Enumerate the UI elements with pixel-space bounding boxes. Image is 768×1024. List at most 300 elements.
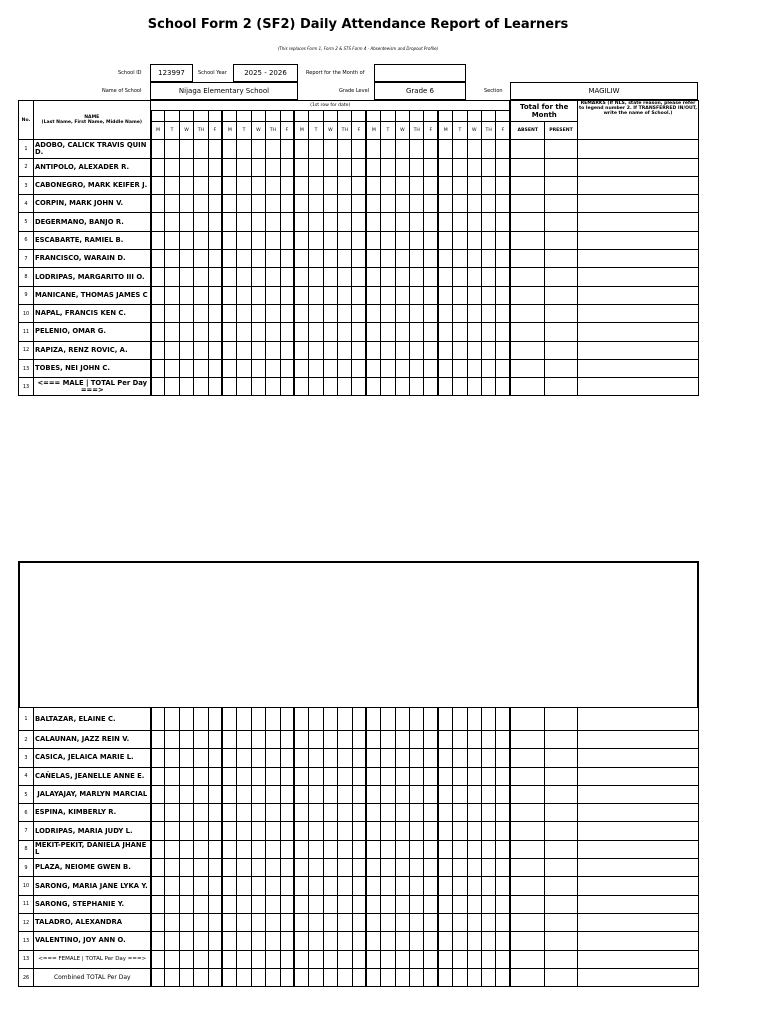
- male-day-cell[interactable]: [237, 286, 251, 304]
- female-day-cell[interactable]: [194, 840, 208, 858]
- male-day-cell[interactable]: [165, 176, 179, 194]
- female-day-cell[interactable]: [410, 840, 424, 858]
- female-day-cell[interactable]: [438, 877, 452, 895]
- female-day-cell[interactable]: [179, 932, 193, 950]
- male-day-cell[interactable]: [251, 304, 265, 322]
- female-day-cell[interactable]: [410, 731, 424, 749]
- female-present-cell[interactable]: [544, 767, 577, 785]
- female-day-cell[interactable]: [424, 822, 438, 840]
- female-present-cell[interactable]: [544, 877, 577, 895]
- date-cell[interactable]: [251, 111, 265, 122]
- female-day-cell[interactable]: [381, 749, 395, 767]
- male-day-cell[interactable]: [381, 359, 395, 377]
- female-day-cell[interactable]: [237, 785, 251, 803]
- male-day-cell[interactable]: [266, 286, 280, 304]
- female-total-day-cell[interactable]: [395, 950, 409, 968]
- male-day-cell[interactable]: [395, 304, 409, 322]
- date-cell[interactable]: [222, 111, 236, 122]
- male-day-cell[interactable]: [366, 286, 380, 304]
- male-day-cell[interactable]: [366, 158, 380, 176]
- female-total-absent-cell[interactable]: [510, 950, 544, 968]
- female-present-cell[interactable]: [544, 785, 577, 803]
- combined-total-day-cell[interactable]: [467, 968, 481, 986]
- male-absent-cell[interactable]: [510, 176, 544, 194]
- female-day-cell[interactable]: [237, 767, 251, 785]
- male-day-cell[interactable]: [438, 231, 452, 249]
- female-day-cell[interactable]: [395, 804, 409, 822]
- female-day-cell[interactable]: [194, 804, 208, 822]
- male-day-cell[interactable]: [323, 140, 337, 158]
- female-day-cell[interactable]: [208, 785, 222, 803]
- school-name-field[interactable]: Nijaga Elementary School: [150, 82, 298, 100]
- female-day-cell[interactable]: [194, 785, 208, 803]
- female-day-cell[interactable]: [165, 731, 179, 749]
- male-day-cell[interactable]: [294, 323, 308, 341]
- female-day-cell[interactable]: [179, 785, 193, 803]
- male-day-cell[interactable]: [280, 323, 294, 341]
- male-day-cell[interactable]: [222, 195, 236, 213]
- male-day-cell[interactable]: [352, 158, 366, 176]
- female-day-cell[interactable]: [194, 749, 208, 767]
- female-total-day-cell[interactable]: [467, 950, 481, 968]
- male-day-cell[interactable]: [222, 286, 236, 304]
- female-day-cell[interactable]: [294, 822, 308, 840]
- female-day-cell[interactable]: [251, 708, 265, 731]
- male-day-cell[interactable]: [496, 286, 511, 304]
- female-day-cell[interactable]: [438, 767, 452, 785]
- male-day-cell[interactable]: [294, 250, 308, 268]
- male-day-cell[interactable]: [410, 176, 424, 194]
- male-day-cell[interactable]: [194, 140, 208, 158]
- female-total-remarks-cell[interactable]: [577, 950, 698, 968]
- male-day-cell[interactable]: [352, 341, 366, 359]
- female-day-cell[interactable]: [323, 913, 337, 931]
- male-day-cell[interactable]: [424, 286, 438, 304]
- male-day-cell[interactable]: [266, 250, 280, 268]
- male-day-cell[interactable]: [424, 268, 438, 286]
- female-day-cell[interactable]: [453, 822, 467, 840]
- male-day-cell[interactable]: [323, 323, 337, 341]
- male-present-cell[interactable]: [544, 250, 577, 268]
- female-day-cell[interactable]: [438, 913, 452, 931]
- female-day-cell[interactable]: [366, 785, 380, 803]
- female-day-cell[interactable]: [395, 767, 409, 785]
- female-day-cell[interactable]: [482, 877, 496, 895]
- male-day-cell[interactable]: [467, 359, 481, 377]
- male-day-cell[interactable]: [467, 213, 481, 231]
- male-day-cell[interactable]: [424, 176, 438, 194]
- male-present-cell[interactable]: [544, 195, 577, 213]
- female-day-cell[interactable]: [151, 708, 165, 731]
- male-remarks-cell[interactable]: [577, 341, 698, 359]
- male-absent-cell[interactable]: [510, 140, 544, 158]
- date-cell[interactable]: [424, 111, 438, 122]
- female-day-cell[interactable]: [453, 932, 467, 950]
- female-day-cell[interactable]: [424, 877, 438, 895]
- male-day-cell[interactable]: [179, 286, 193, 304]
- female-day-cell[interactable]: [467, 804, 481, 822]
- male-total-day-cell[interactable]: [395, 378, 409, 396]
- female-day-cell[interactable]: [338, 822, 352, 840]
- male-day-cell[interactable]: [266, 323, 280, 341]
- female-day-cell[interactable]: [352, 877, 366, 895]
- female-day-cell[interactable]: [381, 708, 395, 731]
- school-year-field[interactable]: 2025 - 2026: [233, 64, 298, 82]
- female-day-cell[interactable]: [266, 804, 280, 822]
- male-present-cell[interactable]: [544, 286, 577, 304]
- female-present-cell[interactable]: [544, 859, 577, 877]
- combined-total-day-cell[interactable]: [194, 968, 208, 986]
- female-day-cell[interactable]: [179, 877, 193, 895]
- male-total-day-cell[interactable]: [352, 378, 366, 396]
- male-day-cell[interactable]: [208, 213, 222, 231]
- female-total-day-cell[interactable]: [237, 950, 251, 968]
- female-day-cell[interactable]: [453, 749, 467, 767]
- female-day-cell[interactable]: [496, 804, 510, 822]
- female-day-cell[interactable]: [280, 822, 294, 840]
- female-day-cell[interactable]: [266, 932, 280, 950]
- male-day-cell[interactable]: [338, 323, 352, 341]
- male-day-cell[interactable]: [453, 250, 467, 268]
- female-day-cell[interactable]: [467, 932, 481, 950]
- male-day-cell[interactable]: [366, 213, 380, 231]
- male-day-cell[interactable]: [395, 158, 409, 176]
- male-day-cell[interactable]: [251, 195, 265, 213]
- male-day-cell[interactable]: [323, 268, 337, 286]
- female-day-cell[interactable]: [179, 731, 193, 749]
- male-day-cell[interactable]: [266, 359, 280, 377]
- female-day-cell[interactable]: [280, 804, 294, 822]
- male-day-cell[interactable]: [496, 213, 511, 231]
- male-day-cell[interactable]: [151, 213, 165, 231]
- male-remarks-cell[interactable]: [577, 286, 698, 304]
- male-day-cell[interactable]: [323, 341, 337, 359]
- male-day-cell[interactable]: [352, 286, 366, 304]
- male-day-cell[interactable]: [496, 158, 511, 176]
- male-day-cell[interactable]: [237, 158, 251, 176]
- male-day-cell[interactable]: [179, 268, 193, 286]
- female-day-cell[interactable]: [323, 877, 337, 895]
- female-day-cell[interactable]: [251, 932, 265, 950]
- female-day-cell[interactable]: [338, 731, 352, 749]
- female-day-cell[interactable]: [438, 749, 452, 767]
- male-day-cell[interactable]: [467, 250, 481, 268]
- female-day-cell[interactable]: [266, 895, 280, 913]
- male-day-cell[interactable]: [179, 250, 193, 268]
- date-cell[interactable]: [194, 111, 208, 122]
- male-day-cell[interactable]: [179, 231, 193, 249]
- male-day-cell[interactable]: [280, 140, 294, 158]
- combined-total-day-cell[interactable]: [251, 968, 265, 986]
- male-day-cell[interactable]: [237, 341, 251, 359]
- male-day-cell[interactable]: [323, 250, 337, 268]
- male-present-cell[interactable]: [544, 341, 577, 359]
- male-day-cell[interactable]: [366, 231, 380, 249]
- male-day-cell[interactable]: [496, 304, 511, 322]
- female-day-cell[interactable]: [151, 731, 165, 749]
- female-day-cell[interactable]: [151, 804, 165, 822]
- female-day-cell[interactable]: [251, 822, 265, 840]
- male-day-cell[interactable]: [438, 140, 452, 158]
- female-total-day-cell[interactable]: [194, 950, 208, 968]
- male-day-cell[interactable]: [496, 323, 511, 341]
- female-day-cell[interactable]: [482, 859, 496, 877]
- male-day-cell[interactable]: [208, 323, 222, 341]
- male-day-cell[interactable]: [251, 323, 265, 341]
- male-day-cell[interactable]: [438, 304, 452, 322]
- male-day-cell[interactable]: [151, 250, 165, 268]
- male-day-cell[interactable]: [381, 231, 395, 249]
- male-day-cell[interactable]: [294, 341, 308, 359]
- male-day-cell[interactable]: [266, 158, 280, 176]
- female-remarks-cell[interactable]: [577, 840, 698, 858]
- male-absent-cell[interactable]: [510, 195, 544, 213]
- male-day-cell[interactable]: [381, 323, 395, 341]
- grade-field[interactable]: Grade 6: [374, 82, 466, 100]
- female-day-cell[interactable]: [453, 785, 467, 803]
- female-day-cell[interactable]: [266, 822, 280, 840]
- male-day-cell[interactable]: [424, 304, 438, 322]
- male-day-cell[interactable]: [467, 176, 481, 194]
- male-day-cell[interactable]: [266, 213, 280, 231]
- female-day-cell[interactable]: [366, 859, 380, 877]
- combined-total-day-cell[interactable]: [424, 968, 438, 986]
- male-day-cell[interactable]: [165, 359, 179, 377]
- date-cell[interactable]: [481, 111, 495, 122]
- female-day-cell[interactable]: [251, 895, 265, 913]
- male-total-day-cell[interactable]: [151, 378, 165, 396]
- female-absent-cell[interactable]: [510, 785, 544, 803]
- female-day-cell[interactable]: [280, 840, 294, 858]
- female-day-cell[interactable]: [338, 913, 352, 931]
- female-day-cell[interactable]: [410, 932, 424, 950]
- female-day-cell[interactable]: [395, 859, 409, 877]
- male-remarks-cell[interactable]: [577, 231, 698, 249]
- female-day-cell[interactable]: [438, 859, 452, 877]
- male-day-cell[interactable]: [496, 359, 511, 377]
- male-day-cell[interactable]: [338, 158, 352, 176]
- male-absent-cell[interactable]: [510, 268, 544, 286]
- male-day-cell[interactable]: [266, 140, 280, 158]
- male-day-cell[interactable]: [194, 195, 208, 213]
- combined-total-day-cell[interactable]: [151, 968, 165, 986]
- male-day-cell[interactable]: [165, 304, 179, 322]
- female-day-cell[interactable]: [165, 913, 179, 931]
- male-day-cell[interactable]: [309, 195, 323, 213]
- female-present-cell[interactable]: [544, 731, 577, 749]
- female-day-cell[interactable]: [410, 877, 424, 895]
- male-day-cell[interactable]: [194, 323, 208, 341]
- male-total-day-cell[interactable]: [453, 378, 467, 396]
- female-total-day-cell[interactable]: [179, 950, 193, 968]
- female-day-cell[interactable]: [352, 932, 366, 950]
- female-day-cell[interactable]: [381, 767, 395, 785]
- female-day-cell[interactable]: [381, 731, 395, 749]
- male-day-cell[interactable]: [496, 250, 511, 268]
- female-day-cell[interactable]: [453, 840, 467, 858]
- female-day-cell[interactable]: [438, 708, 452, 731]
- female-day-cell[interactable]: [424, 785, 438, 803]
- female-remarks-cell[interactable]: [577, 932, 698, 950]
- female-day-cell[interactable]: [208, 767, 222, 785]
- male-day-cell[interactable]: [481, 286, 495, 304]
- male-present-cell[interactable]: [544, 304, 577, 322]
- male-day-cell[interactable]: [266, 268, 280, 286]
- female-day-cell[interactable]: [453, 877, 467, 895]
- male-day-cell[interactable]: [352, 304, 366, 322]
- female-day-cell[interactable]: [395, 913, 409, 931]
- female-day-cell[interactable]: [280, 913, 294, 931]
- female-day-cell[interactable]: [323, 767, 337, 785]
- female-day-cell[interactable]: [381, 859, 395, 877]
- female-day-cell[interactable]: [294, 932, 308, 950]
- male-day-cell[interactable]: [179, 176, 193, 194]
- male-day-cell[interactable]: [481, 268, 495, 286]
- male-day-cell[interactable]: [237, 268, 251, 286]
- male-day-cell[interactable]: [410, 286, 424, 304]
- male-day-cell[interactable]: [165, 341, 179, 359]
- male-day-cell[interactable]: [237, 231, 251, 249]
- male-day-cell[interactable]: [496, 231, 511, 249]
- combined-total-day-cell[interactable]: [366, 968, 380, 986]
- male-day-cell[interactable]: [151, 268, 165, 286]
- male-day-cell[interactable]: [222, 140, 236, 158]
- female-day-cell[interactable]: [453, 767, 467, 785]
- female-day-cell[interactable]: [482, 785, 496, 803]
- female-day-cell[interactable]: [323, 708, 337, 731]
- male-day-cell[interactable]: [237, 195, 251, 213]
- male-day-cell[interactable]: [179, 304, 193, 322]
- male-day-cell[interactable]: [453, 176, 467, 194]
- female-day-cell[interactable]: [179, 840, 193, 858]
- female-day-cell[interactable]: [467, 749, 481, 767]
- female-day-cell[interactable]: [266, 708, 280, 731]
- male-day-cell[interactable]: [467, 140, 481, 158]
- male-day-cell[interactable]: [309, 341, 323, 359]
- male-day-cell[interactable]: [251, 268, 265, 286]
- female-day-cell[interactable]: [453, 804, 467, 822]
- female-remarks-cell[interactable]: [577, 749, 698, 767]
- female-absent-cell[interactable]: [510, 895, 544, 913]
- female-day-cell[interactable]: [352, 731, 366, 749]
- male-day-cell[interactable]: [338, 231, 352, 249]
- male-absent-cell[interactable]: [510, 213, 544, 231]
- female-day-cell[interactable]: [165, 859, 179, 877]
- male-day-cell[interactable]: [410, 158, 424, 176]
- male-present-cell[interactable]: [544, 359, 577, 377]
- month-field[interactable]: [374, 64, 466, 82]
- female-day-cell[interactable]: [266, 785, 280, 803]
- male-day-cell[interactable]: [410, 323, 424, 341]
- female-day-cell[interactable]: [222, 877, 236, 895]
- female-day-cell[interactable]: [467, 822, 481, 840]
- male-day-cell[interactable]: [453, 323, 467, 341]
- female-day-cell[interactable]: [165, 708, 179, 731]
- female-remarks-cell[interactable]: [577, 859, 698, 877]
- male-day-cell[interactable]: [222, 231, 236, 249]
- male-day-cell[interactable]: [280, 341, 294, 359]
- male-day-cell[interactable]: [194, 341, 208, 359]
- female-day-cell[interactable]: [280, 785, 294, 803]
- female-day-cell[interactable]: [222, 731, 236, 749]
- female-day-cell[interactable]: [352, 708, 366, 731]
- date-cell[interactable]: [395, 111, 409, 122]
- female-total-day-cell[interactable]: [496, 950, 510, 968]
- female-day-cell[interactable]: [410, 804, 424, 822]
- male-total-day-cell[interactable]: [424, 378, 438, 396]
- female-day-cell[interactable]: [482, 840, 496, 858]
- male-day-cell[interactable]: [338, 304, 352, 322]
- male-day-cell[interactable]: [424, 341, 438, 359]
- male-day-cell[interactable]: [338, 341, 352, 359]
- male-day-cell[interactable]: [381, 140, 395, 158]
- female-day-cell[interactable]: [338, 932, 352, 950]
- male-total-day-cell[interactable]: [179, 378, 193, 396]
- female-day-cell[interactable]: [438, 895, 452, 913]
- male-day-cell[interactable]: [381, 341, 395, 359]
- male-day-cell[interactable]: [251, 250, 265, 268]
- female-day-cell[interactable]: [151, 859, 165, 877]
- female-day-cell[interactable]: [381, 932, 395, 950]
- male-day-cell[interactable]: [151, 323, 165, 341]
- female-day-cell[interactable]: [194, 822, 208, 840]
- male-day-cell[interactable]: [194, 286, 208, 304]
- male-day-cell[interactable]: [467, 286, 481, 304]
- male-day-cell[interactable]: [237, 250, 251, 268]
- female-day-cell[interactable]: [165, 840, 179, 858]
- male-day-cell[interactable]: [266, 231, 280, 249]
- male-day-cell[interactable]: [208, 304, 222, 322]
- male-day-cell[interactable]: [151, 304, 165, 322]
- male-day-cell[interactable]: [338, 195, 352, 213]
- female-day-cell[interactable]: [309, 932, 323, 950]
- female-total-present-cell[interactable]: [544, 950, 577, 968]
- male-day-cell[interactable]: [395, 359, 409, 377]
- male-day-cell[interactable]: [410, 341, 424, 359]
- male-day-cell[interactable]: [453, 158, 467, 176]
- female-day-cell[interactable]: [179, 804, 193, 822]
- male-total-day-cell[interactable]: [481, 378, 495, 396]
- male-remarks-cell[interactable]: [577, 213, 698, 231]
- female-day-cell[interactable]: [366, 731, 380, 749]
- female-total-day-cell[interactable]: [453, 950, 467, 968]
- male-day-cell[interactable]: [366, 140, 380, 158]
- female-remarks-cell[interactable]: [577, 877, 698, 895]
- male-day-cell[interactable]: [294, 268, 308, 286]
- female-day-cell[interactable]: [467, 913, 481, 931]
- male-absent-cell[interactable]: [510, 286, 544, 304]
- male-day-cell[interactable]: [309, 250, 323, 268]
- male-day-cell[interactable]: [237, 359, 251, 377]
- combined-total-day-cell[interactable]: [453, 968, 467, 986]
- female-day-cell[interactable]: [424, 731, 438, 749]
- female-remarks-cell[interactable]: [577, 822, 698, 840]
- female-day-cell[interactable]: [266, 840, 280, 858]
- male-day-cell[interactable]: [481, 158, 495, 176]
- male-day-cell[interactable]: [222, 250, 236, 268]
- female-day-cell[interactable]: [410, 913, 424, 931]
- male-day-cell[interactable]: [309, 323, 323, 341]
- male-day-cell[interactable]: [352, 250, 366, 268]
- female-day-cell[interactable]: [280, 859, 294, 877]
- female-day-cell[interactable]: [280, 877, 294, 895]
- male-day-cell[interactable]: [438, 176, 452, 194]
- female-absent-cell[interactable]: [510, 840, 544, 858]
- male-remarks-cell[interactable]: [577, 140, 698, 158]
- female-day-cell[interactable]: [338, 785, 352, 803]
- female-day-cell[interactable]: [208, 877, 222, 895]
- date-cell[interactable]: [453, 111, 467, 122]
